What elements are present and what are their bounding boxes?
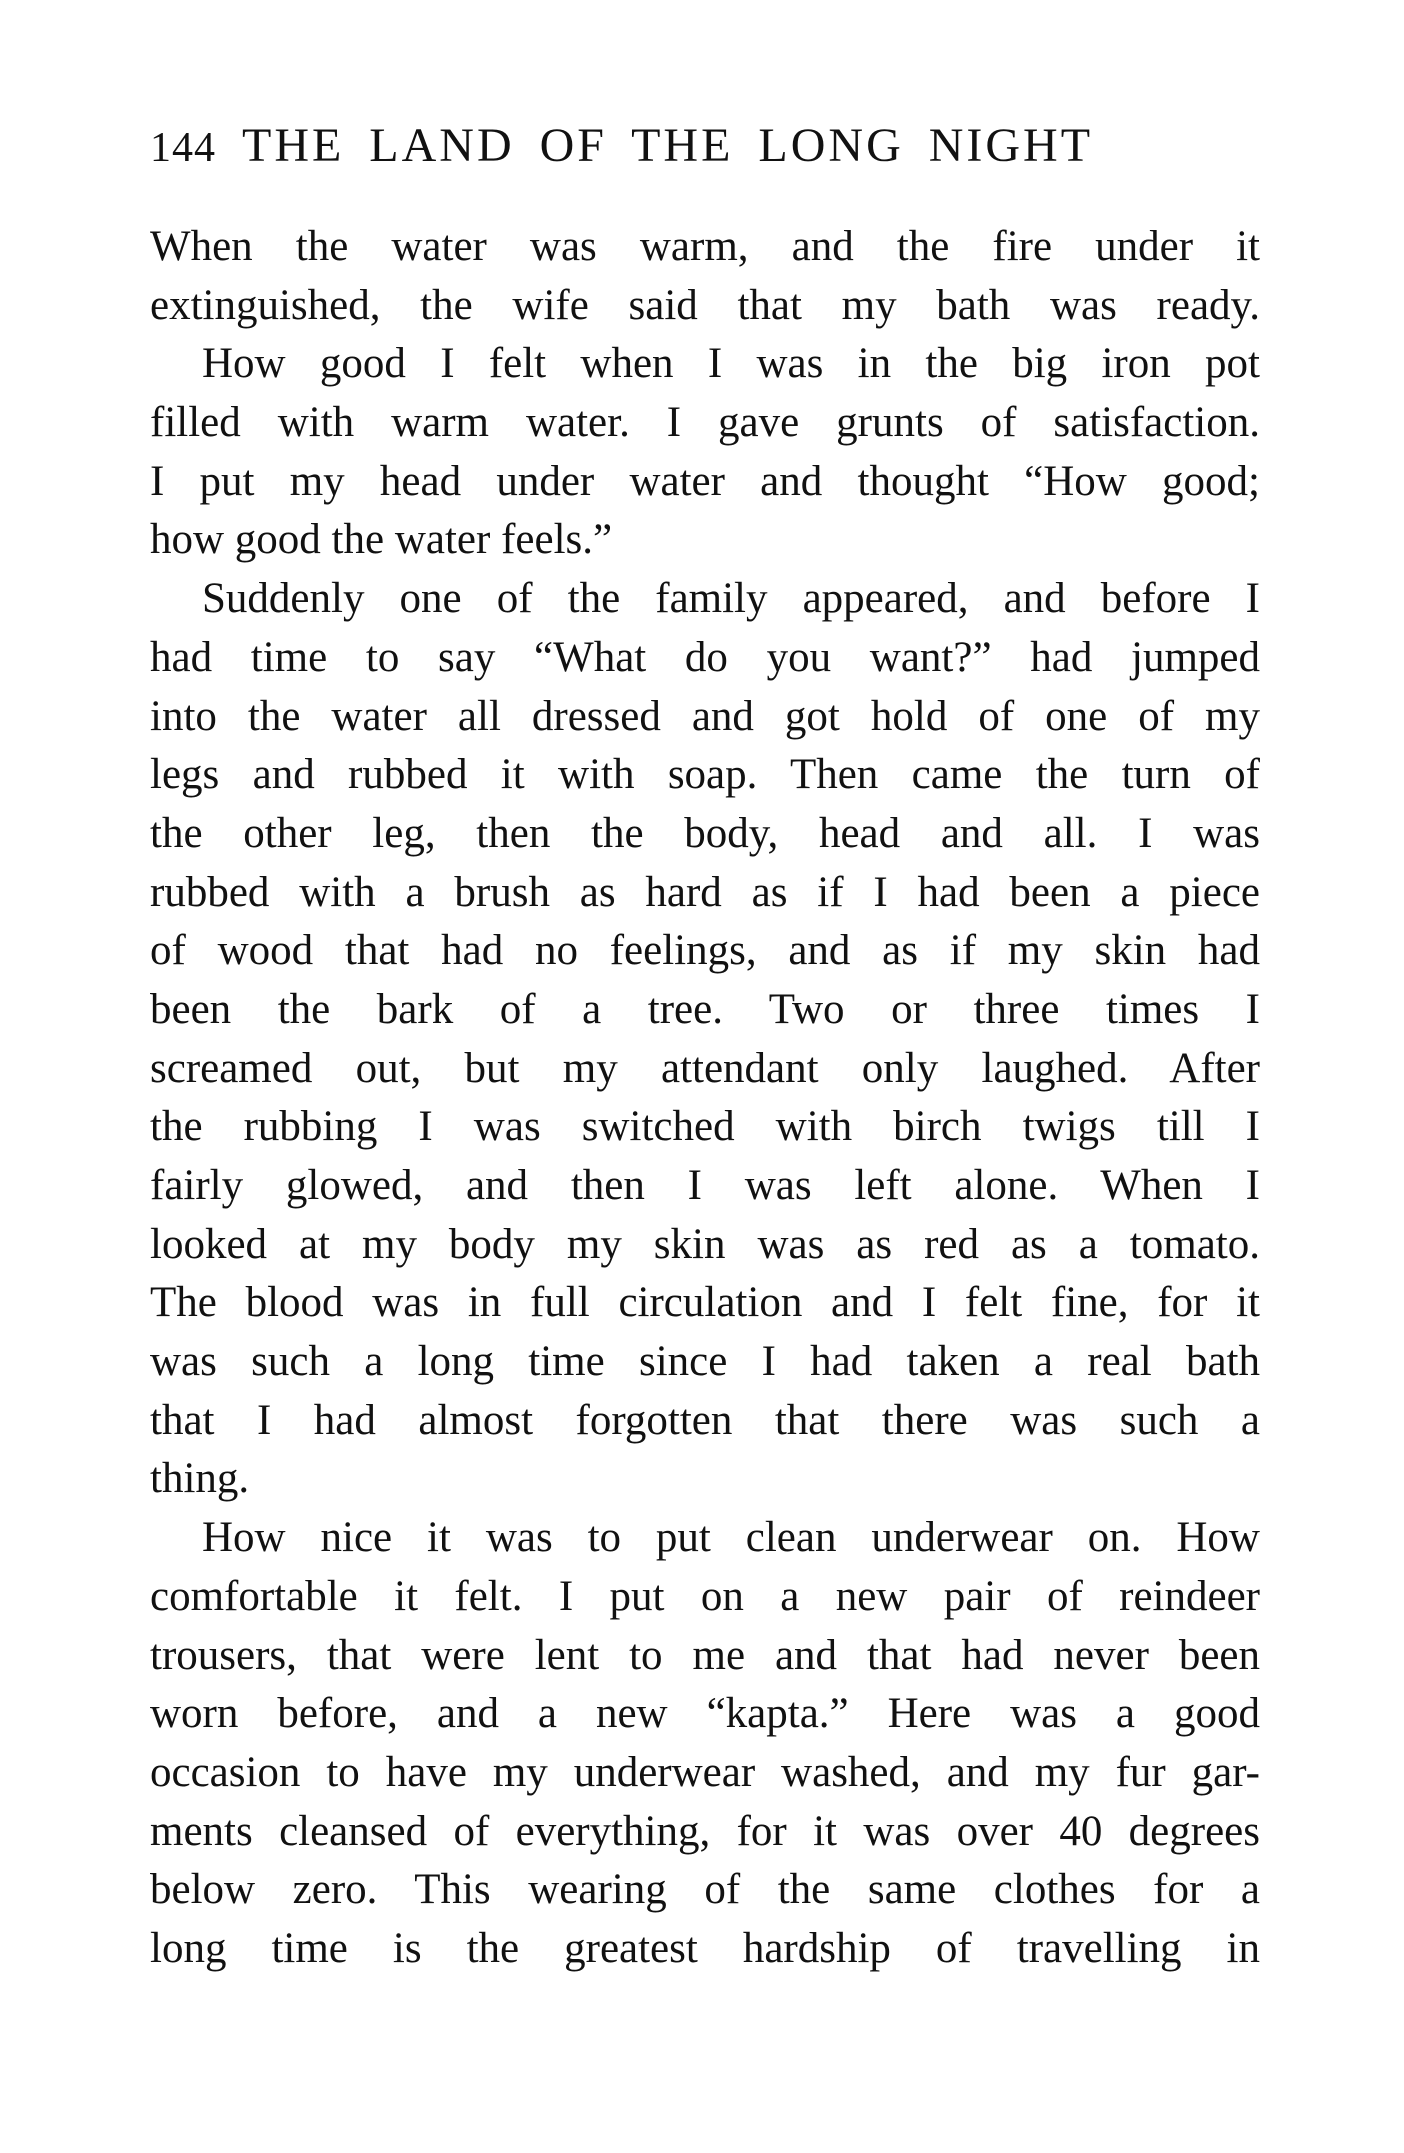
text-line: legs and rubbed it with soap. Then came the turn of — [150, 751, 1260, 799]
text-line: been the bark of a tree. Two or three times I — [150, 985, 1260, 1033]
text-line: comfortable it felt. I put on a new pair of reindeer — [150, 1572, 1260, 1620]
text-line: thing. — [150, 1455, 250, 1503]
text-line: I put my head under water and thought “How good; — [150, 457, 1260, 505]
text-line: ments cleansed of everything, for it was over 40 degrees — [150, 1807, 1260, 1855]
body-text — [150, 218, 1260, 1979]
text-line: looked at my body my skin was as red as a tomato. — [150, 1220, 1260, 1268]
text-line: rubbed with a brush as hard as if I had been a piece — [150, 868, 1260, 916]
text-line: was such a long time since I had taken a real bath — [150, 1338, 1260, 1386]
text-line: How nice it was to put clean underwear on. How — [202, 1514, 1260, 1562]
running-title: THE LAND OF THE LONG NIGHT — [242, 119, 1094, 172]
text-line: filled with warm water. I gave grunts of satisfaction. — [150, 399, 1260, 447]
text-line: When the water was warm, and the fire under it — [150, 223, 1260, 270]
text-line: screamed out, but my attendant only laughed. After — [150, 1044, 1260, 1092]
page-number: 144 — [150, 125, 216, 171]
text-line: into the water all dressed and got hold of one of my — [150, 692, 1260, 740]
text-line: the rubbing I was switched with birch twigs till I — [150, 1103, 1260, 1151]
text-line: the other leg, then the body, head and all. I was — [150, 809, 1260, 857]
running-head — [150, 118, 1260, 182]
text-line: worn before, and a new “kapta.” Here was a good — [150, 1690, 1260, 1738]
text-line: extinguished, the wife said that my bath was ready. — [150, 281, 1260, 329]
text-line: How good I felt when I was in the big iron pot — [202, 340, 1260, 388]
text-line: trousers, that were lent to me and that had never been — [150, 1631, 1260, 1679]
text-line: Suddenly one of the family appeared, and before I — [202, 575, 1260, 623]
text-line: had time to say “What do you want?” had jumped — [150, 633, 1260, 681]
text-line: that I had almost forgotten that there was such a — [150, 1396, 1260, 1444]
text-line: below zero. This wearing of the same clothes for a — [150, 1866, 1260, 1914]
text-line: of wood that had no feelings, and as if my skin had — [150, 927, 1260, 975]
text-line: fairly glowed, and then I was left alone. When I — [150, 1162, 1260, 1209]
text-line: how good the water feels.” — [150, 516, 613, 564]
text-line: long time is the greatest hardship of travelling in — [150, 1924, 1260, 1972]
text-line: occasion to have my underwear washed, and my fur gar- — [150, 1748, 1260, 1796]
text-line: The blood was in full circulation and I felt fine, for it — [150, 1279, 1260, 1327]
